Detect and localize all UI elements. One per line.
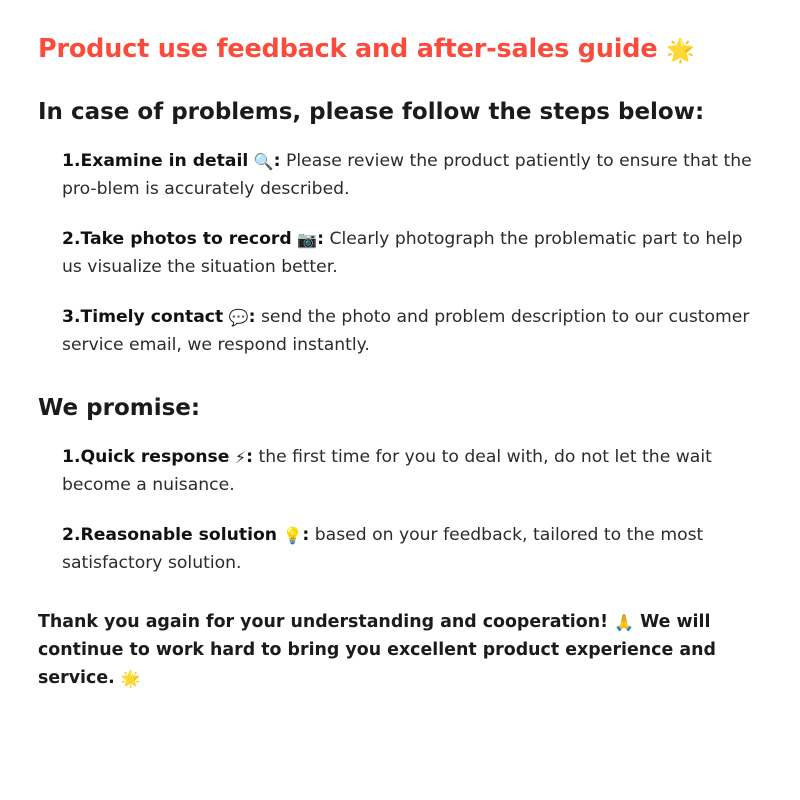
magnifier-icon: 🔍	[253, 152, 274, 172]
step-separator: :	[246, 447, 254, 468]
closing-paragraph	[38, 608, 758, 693]
list-item	[62, 444, 762, 500]
step-separator: :	[317, 229, 324, 250]
list-item	[62, 522, 762, 578]
step-separator: :	[302, 524, 310, 545]
step-body: Please review the product patiently to ensure that the pro-blem is accurately described.	[62, 151, 752, 200]
step-separator: :	[273, 151, 281, 172]
page-title	[38, 34, 762, 66]
camera-icon: 📷	[297, 230, 318, 250]
folded-hands-icon: 🙏	[614, 612, 635, 632]
step-lead: 2.Take photos to record	[62, 229, 292, 250]
step-lead: 3.Timely contact	[62, 306, 224, 327]
section-heading-promise: We promise:	[38, 394, 201, 421]
step-body: send the photo and problem description to our customer service email, we respond instantly.	[62, 306, 750, 355]
closing-text-2: We will continue to work hard to bring you excellent product experience and service.	[38, 611, 716, 689]
list-item	[62, 304, 762, 360]
sparkle-icon: 🌟	[120, 669, 141, 689]
step-lead: 1.Examine in detail	[62, 151, 249, 172]
step-lead: 2.Reasonable solution	[62, 524, 278, 545]
page-title-text: Product use feedback and after-sales guide	[38, 34, 658, 64]
section-heading-problems: In case of problems, please follow the steps below:	[38, 98, 705, 125]
step-lead: 1.Quick response	[62, 447, 230, 468]
sparkle-icon: 🌟	[666, 38, 695, 64]
step-separator: :	[248, 306, 256, 327]
lightbulb-icon: 💡	[282, 525, 303, 545]
closing-text-1: Thank you again for your understanding and cooperation!	[38, 611, 609, 632]
step-body: based on your feedback, tailored to the most satisfactory solution.	[62, 524, 704, 573]
speech-bubble-icon: 💬	[228, 307, 249, 327]
lightning-icon: ⚡	[234, 448, 247, 468]
step-body: the first time for you to deal with, do not let the wait become a nuisance.	[62, 447, 712, 496]
step-body: Clearly photograph the problematic part to help us visualize the situation better.	[62, 229, 743, 277]
list-item	[62, 226, 762, 282]
list-item	[62, 148, 762, 204]
